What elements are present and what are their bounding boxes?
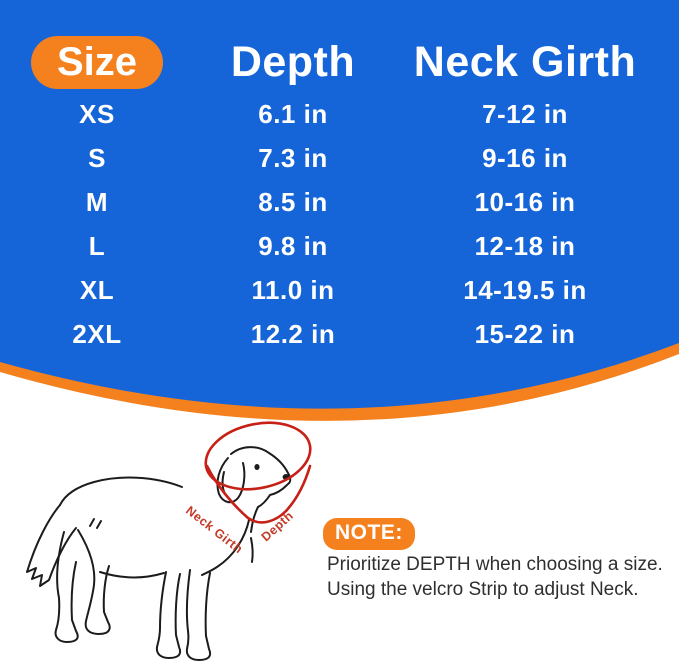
depth-value: 11.0 in [251,274,335,305]
depth-column-label: Depth [230,37,356,86]
table-row [0,136,679,180]
dog-ear [217,458,244,502]
neck-girth-value: 14-19.5 in [463,274,587,305]
note-line-2: Using the velcro Strip to adjust Neck. [327,579,639,600]
dog-cone-diagram [20,420,360,665]
dog-body-outline [27,447,290,660]
dog-head-top [231,447,269,454]
depth-value: 9.8 in [258,230,328,261]
neck-girth-value: 7-12 in [482,98,568,129]
dog-hind-leg-far [56,532,78,642]
note-badge [323,518,415,550]
size-value: M [85,186,109,217]
neck-girth-column-label: Neck Girth [413,37,637,86]
size-value: S [88,142,106,173]
size-value: L [88,230,106,261]
depth-value: 6.1 in [258,98,328,129]
neck-girth-value: 9-16 in [482,142,568,173]
size-table-header-row [0,32,679,92]
dog-line-art [20,420,360,665]
dog-hind-leg-near [78,530,110,634]
size-column-pill [31,36,163,89]
dog-eye [254,464,259,470]
table-row [0,180,679,224]
dog-tail [27,505,76,586]
note-badge-label: NOTE: [335,521,403,544]
table-row [0,92,679,136]
dog-belly [100,572,164,577]
size-value: 2XL [72,318,122,349]
depth-value: 12.2 in [250,318,336,349]
size-column-label: Size [56,39,138,84]
neck-girth-value: 15-22 in [474,318,576,349]
dog-neck-line [251,538,253,562]
dog-shoulder-ticks [90,519,101,528]
size-value: XS [79,98,115,129]
cone-neck-girth-label: Neck Girth [183,503,246,557]
neck-girth-value: 10-16 in [474,186,576,217]
dog-front-leg-near [157,572,180,658]
neck-girth-value: 12-18 in [474,230,576,261]
table-row [0,268,679,312]
cone-depth-label: Depth [258,508,297,545]
depth-value: 7.3 in [258,142,328,173]
size-value: XL [79,274,115,305]
depth-value: 8.5 in [258,186,328,217]
table-row [0,312,679,356]
note-text [327,552,667,602]
note-line-1: Prioritize DEPTH when choosing a size. [327,554,663,575]
dog-front-leg-far [187,570,210,660]
table-row [0,224,679,268]
